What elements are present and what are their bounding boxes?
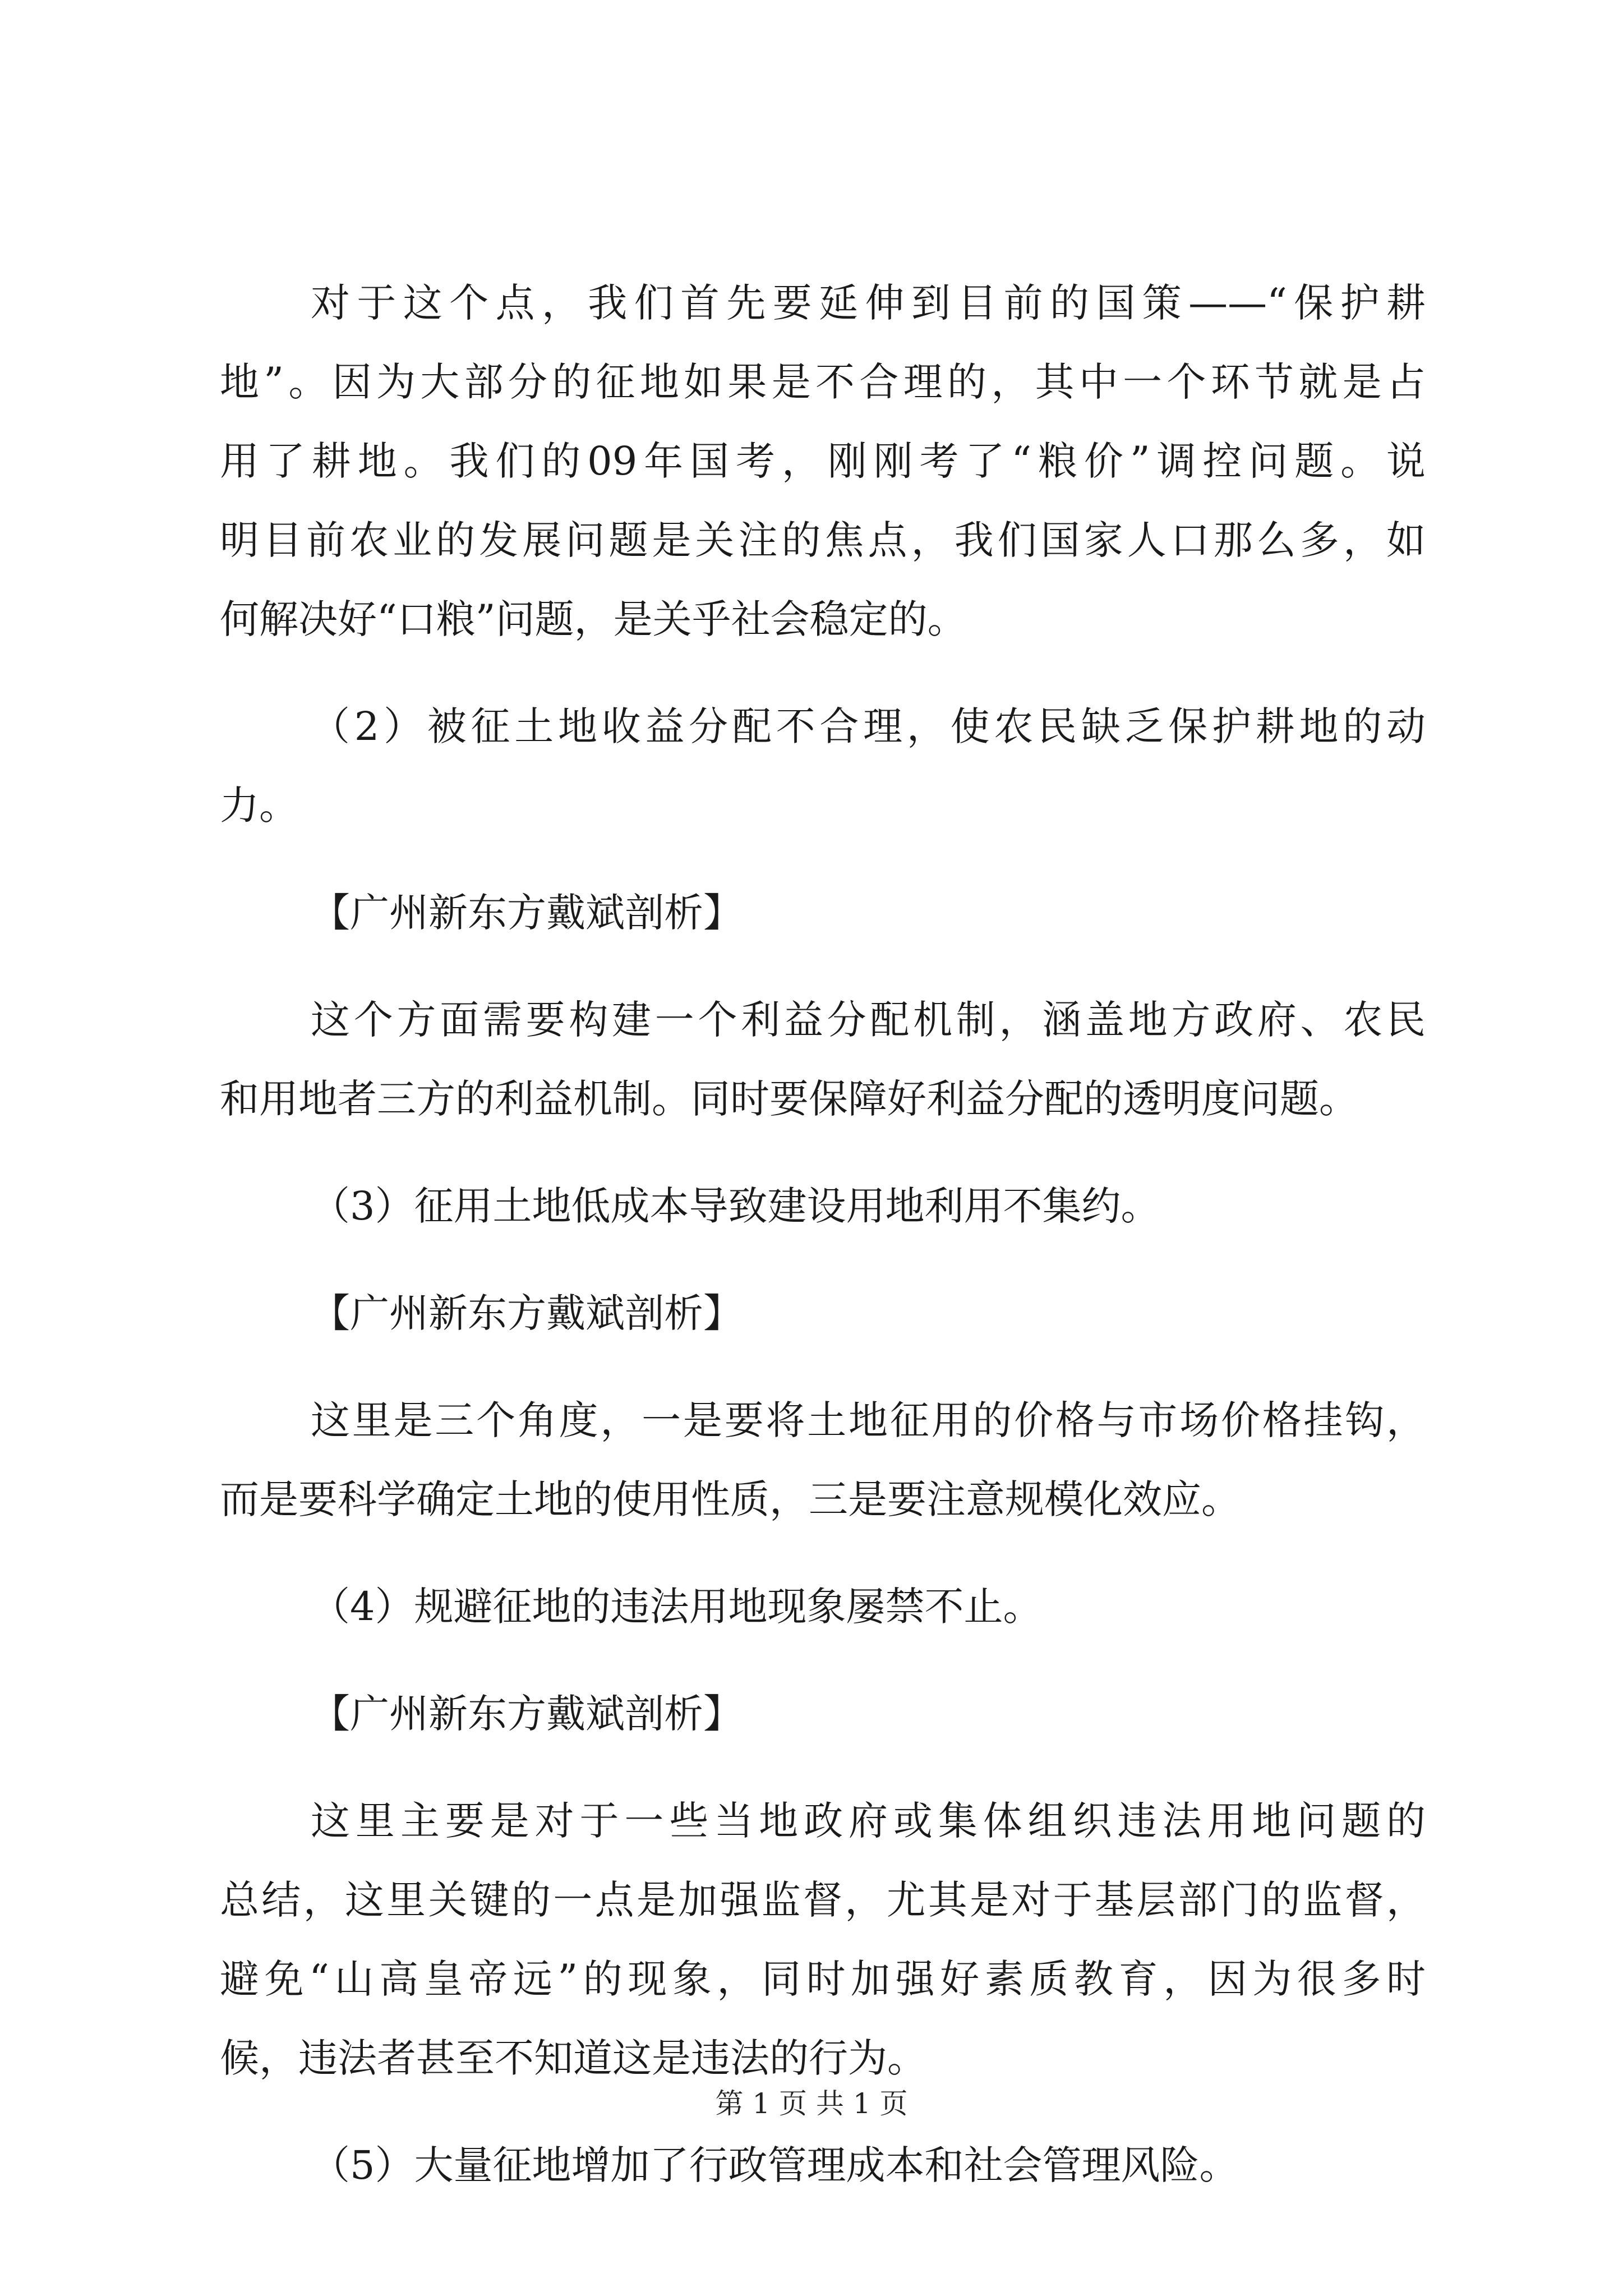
text-line: 避免“山高皇帝远”的现象，同时加强好素质教育，因为很多时 xyxy=(220,1956,1426,2002)
analysis-paragraph xyxy=(220,981,1426,1139)
text-line: 对于这个点，我们首先要延伸到目前的国策——“保护耕 xyxy=(311,280,1426,326)
text-line: 【广州新东方戴斌剖析】 xyxy=(311,1691,743,1737)
analysis-paragraph xyxy=(220,1381,1426,1539)
text-line: 何解决好“口粮”问题，是关乎社会稳定的。 xyxy=(220,596,967,642)
text-line: （2）被征土地收益分配不合理，使农民缺乏保护耕地的动 xyxy=(311,703,1426,749)
text-line: （3）征用土地低成本导致建设用地利用不集约。 xyxy=(311,1183,1160,1229)
text-line: （5）大量征地增加了行政管理成本和社会管理风险。 xyxy=(311,2142,1239,2188)
point-3-paragraph xyxy=(220,1167,1426,1246)
analysis-paragraph xyxy=(220,1782,1426,2098)
text-line: 用了耕地。我们的09年国考，刚刚考了“粮价”调控问题。说 xyxy=(220,438,1426,484)
analysis-heading xyxy=(220,873,1426,953)
text-line: 这里是三个角度，一是要将土地征用的价格与市场价格挂钩， xyxy=(311,1397,1426,1443)
text-line: 候，违法者甚至不知道这是违法的行为。 xyxy=(220,2035,926,2081)
intro-paragraph xyxy=(220,264,1426,659)
analysis-heading xyxy=(220,1674,1426,1754)
point-2-paragraph xyxy=(220,687,1426,845)
page-footer: 第 1 页 共 1 页 xyxy=(715,2087,908,2120)
text-line: 这个方面需要构建一个利益分配机制，涵盖地方政府、农民 xyxy=(311,997,1426,1043)
text-line: 地”。因为大部分的征地如果是不合理的，其中一个环节就是占 xyxy=(220,359,1426,405)
text-line: 和用地者三方的利益机制。同时要保障好利益分配的透明度问题。 xyxy=(220,1076,1358,1122)
text-line: 而是要科学确定土地的使用性质，三是要注意规模化效应。 xyxy=(220,1476,1241,1522)
text-line: 明目前农业的发展问题是关注的焦点，我们国家人口那么多，如 xyxy=(220,517,1426,563)
text-line: 总结，这里关键的一点是加强监督，尤其是对于基层部门的监督， xyxy=(220,1877,1426,1923)
text-line: 【广州新东方戴斌剖析】 xyxy=(311,890,743,936)
point-5-paragraph xyxy=(220,2126,1426,2205)
text-line: 力。 xyxy=(220,783,298,829)
document-body xyxy=(220,264,1426,2233)
text-line: 这里主要是对于一些当地政府或集体组织违法用地问题的 xyxy=(311,1798,1426,1844)
text-line: 【广州新东方戴斌剖析】 xyxy=(311,1290,743,1336)
analysis-heading xyxy=(220,1274,1426,1353)
text-line: （4）规避征地的违法用地现象屡禁不止。 xyxy=(311,1584,1043,1630)
point-4-paragraph xyxy=(220,1567,1426,1646)
